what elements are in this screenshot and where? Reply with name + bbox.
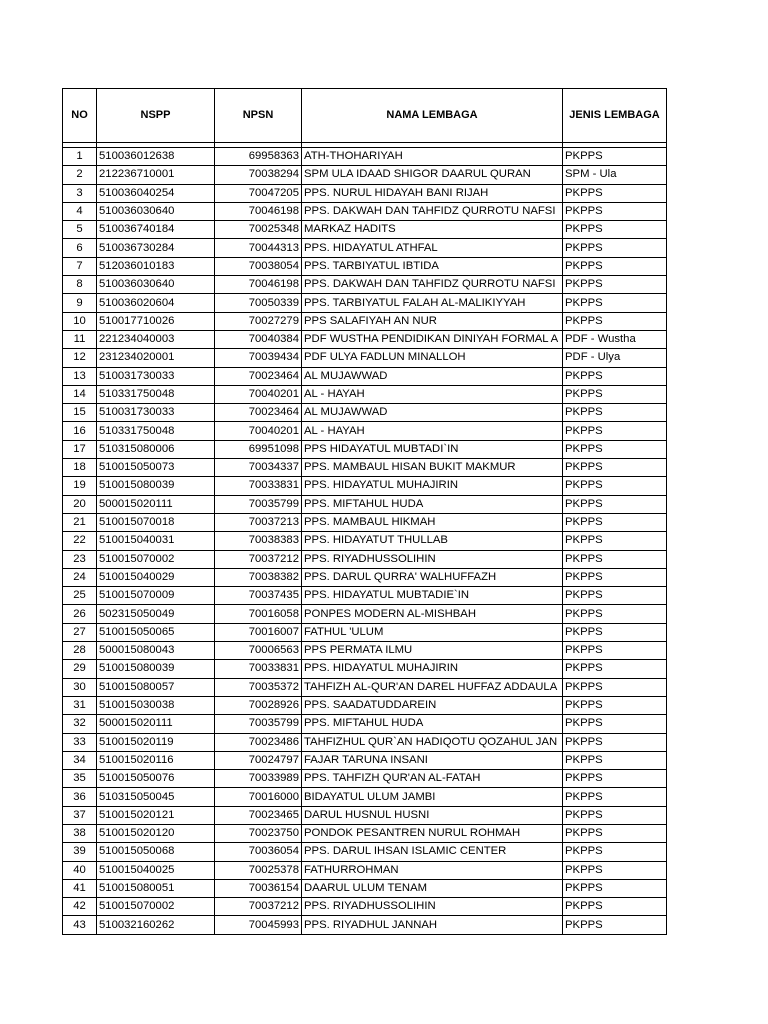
table-row	[63, 898, 667, 916]
cell-jenis-lembaga: PKPPS	[563, 843, 667, 861]
cell-npsn: 70033831	[215, 477, 302, 495]
cell-no: 38	[63, 824, 97, 842]
cell-no: 2	[63, 166, 97, 184]
cell-nama-lembaga: PPS. RIYADHUSSOLIHIN	[302, 898, 563, 916]
cell-nspp: 510031730033	[97, 404, 215, 422]
cell-npsn: 70035799	[215, 715, 302, 733]
cell-nspp: 510315080006	[97, 440, 215, 458]
cell-no: 27	[63, 623, 97, 641]
cell-npsn: 69958363	[215, 148, 302, 166]
cell-nspp: 510015030038	[97, 696, 215, 714]
table-row	[63, 404, 667, 422]
cell-jenis-lembaga: PKPPS	[563, 678, 667, 696]
table-row	[63, 623, 667, 641]
cell-nama-lembaga: PPS. MIFTAHUL HUDA	[302, 715, 563, 733]
cell-npsn: 70027279	[215, 312, 302, 330]
cell-npsn: 70037213	[215, 513, 302, 531]
cell-nspp: 510015050068	[97, 843, 215, 861]
cell-jenis-lembaga: PKPPS	[563, 477, 667, 495]
cell-jenis-lembaga: PKPPS	[563, 422, 667, 440]
cell-jenis-lembaga: PKPPS	[563, 221, 667, 239]
cell-jenis-lembaga: PKPPS	[563, 385, 667, 403]
cell-jenis-lembaga: PKPPS	[563, 824, 667, 842]
header-row	[63, 89, 667, 143]
cell-npsn: 70023750	[215, 824, 302, 842]
cell-npsn: 70028926	[215, 696, 302, 714]
cell-nspp: 510015070002	[97, 550, 215, 568]
cell-nspp: 510015070002	[97, 898, 215, 916]
cell-npsn: 70040201	[215, 385, 302, 403]
cell-jenis-lembaga: PKPPS	[563, 861, 667, 879]
cell-nama-lembaga: PPS. TARBIYATUL IBTIDA	[302, 257, 563, 275]
table-row	[63, 221, 667, 239]
cell-nspp: 510036040254	[97, 184, 215, 202]
cell-no: 11	[63, 330, 97, 348]
cell-jenis-lembaga: PKPPS	[563, 513, 667, 531]
table-row	[63, 276, 667, 294]
cell-no: 31	[63, 696, 97, 714]
cell-npsn: 70023465	[215, 806, 302, 824]
cell-no: 20	[63, 495, 97, 513]
cell-no: 23	[63, 550, 97, 568]
table-row	[63, 422, 667, 440]
table-body	[63, 143, 667, 935]
cell-no: 42	[63, 898, 97, 916]
cell-no: 8	[63, 276, 97, 294]
cell-nspp: 510032160262	[97, 916, 215, 934]
cell-npsn: 70047205	[215, 184, 302, 202]
cell-jenis-lembaga: PKPPS	[563, 788, 667, 806]
cell-no: 33	[63, 733, 97, 751]
cell-no: 36	[63, 788, 97, 806]
cell-jenis-lembaga: PKPPS	[563, 276, 667, 294]
cell-npsn: 70038054	[215, 257, 302, 275]
cell-no: 24	[63, 568, 97, 586]
table-row	[63, 513, 667, 531]
table-row	[63, 459, 667, 477]
table-row	[63, 605, 667, 623]
cell-nspp: 510015040031	[97, 532, 215, 550]
cell-nama-lembaga: BIDAYATUL ULUM JAMBI	[302, 788, 563, 806]
cell-jenis-lembaga: SPM - Ula	[563, 166, 667, 184]
cell-no: 10	[63, 312, 97, 330]
cell-jenis-lembaga: PKPPS	[563, 898, 667, 916]
cell-nama-lembaga: MARKAZ HADITS	[302, 221, 563, 239]
table-row	[63, 330, 667, 348]
table-row	[63, 733, 667, 751]
cell-nama-lembaga: AL - HAYAH	[302, 422, 563, 440]
cell-npsn: 70037435	[215, 587, 302, 605]
cell-nspp: 510015020120	[97, 824, 215, 842]
cell-nama-lembaga: PPS. TARBIYATUL FALAH AL-MALIKIYYAH	[302, 294, 563, 312]
cell-jenis-lembaga: PKPPS	[563, 605, 667, 623]
cell-nama-lembaga: PONPES MODERN AL-MISHBAH	[302, 605, 563, 623]
cell-no: 26	[63, 605, 97, 623]
cell-jenis-lembaga: PKPPS	[563, 879, 667, 897]
cell-jenis-lembaga: PKPPS	[563, 532, 667, 550]
institution-table	[62, 88, 667, 935]
cell-jenis-lembaga: PKPPS	[563, 148, 667, 166]
cell-no: 41	[63, 879, 97, 897]
cell-nspp: 500015020111	[97, 495, 215, 513]
cell-jenis-lembaga: PKPPS	[563, 440, 667, 458]
cell-no: 16	[63, 422, 97, 440]
cell-nspp: 231234020001	[97, 349, 215, 367]
cell-no: 19	[63, 477, 97, 495]
cell-no: 22	[63, 532, 97, 550]
cell-jenis-lembaga: PKPPS	[563, 257, 667, 275]
header-no: NO	[63, 89, 97, 143]
cell-jenis-lembaga: PKPPS	[563, 495, 667, 513]
cell-nama-lembaga: PPS. DAKWAH DAN TAHFIDZ QURROTU NAFSI	[302, 202, 563, 220]
cell-nama-lembaga: PPS. RIYADHUSSOLIHIN	[302, 550, 563, 568]
cell-npsn: 69951098	[215, 440, 302, 458]
cell-npsn: 70046198	[215, 276, 302, 294]
table-row	[63, 715, 667, 733]
cell-nspp: 510015080057	[97, 678, 215, 696]
cell-npsn: 70038383	[215, 532, 302, 550]
cell-nspp: 510036012638	[97, 148, 215, 166]
cell-no: 13	[63, 367, 97, 385]
cell-nspp: 510315050045	[97, 788, 215, 806]
cell-jenis-lembaga: PKPPS	[563, 660, 667, 678]
cell-nama-lembaga: PPS. MAMBAUL HISAN BUKIT MAKMUR	[302, 459, 563, 477]
cell-no: 35	[63, 770, 97, 788]
cell-npsn: 70023464	[215, 367, 302, 385]
cell-npsn: 70038382	[215, 568, 302, 586]
cell-jenis-lembaga: PKPPS	[563, 312, 667, 330]
table-row	[63, 568, 667, 586]
cell-nspp: 510015070009	[97, 587, 215, 605]
cell-jenis-lembaga: PKPPS	[563, 239, 667, 257]
cell-no: 25	[63, 587, 97, 605]
cell-nama-lembaga: PPS. HIDAYATUL MUHAJIRIN	[302, 660, 563, 678]
cell-nspp: 510036020604	[97, 294, 215, 312]
cell-no: 17	[63, 440, 97, 458]
cell-nama-lembaga: TAHFIZHUL QUR`AN HADIQOTU QOZAHUL JAN	[302, 733, 563, 751]
table-row	[63, 148, 667, 166]
cell-jenis-lembaga: PKPPS	[563, 733, 667, 751]
cell-no: 4	[63, 202, 97, 220]
table-row	[63, 678, 667, 696]
cell-nspp: 510015020119	[97, 733, 215, 751]
cell-nspp: 510015040029	[97, 568, 215, 586]
cell-nspp: 510015040025	[97, 861, 215, 879]
cell-nama-lembaga: PDF ULYA FADLUN MINALLOH	[302, 349, 563, 367]
cell-jenis-lembaga: PKPPS	[563, 367, 667, 385]
table-row	[63, 587, 667, 605]
cell-nama-lembaga: AL MUJAWWAD	[302, 404, 563, 422]
cell-npsn: 70045993	[215, 916, 302, 934]
cell-no: 28	[63, 642, 97, 660]
cell-npsn: 70035372	[215, 678, 302, 696]
cell-npsn: 70036054	[215, 843, 302, 861]
cell-nama-lembaga: AL MUJAWWAD	[302, 367, 563, 385]
cell-nama-lembaga: PPS. TAHFIZH QUR'AN AL-FATAH	[302, 770, 563, 788]
cell-nama-lembaga: PPS. HIDAYATUL ATHFAL	[302, 239, 563, 257]
cell-npsn: 70037212	[215, 550, 302, 568]
table-row	[63, 349, 667, 367]
cell-npsn: 70036154	[215, 879, 302, 897]
header-jenis-lembaga: JENIS LEMBAGA	[563, 89, 667, 143]
cell-no: 14	[63, 385, 97, 403]
cell-npsn: 70040384	[215, 330, 302, 348]
cell-no: 21	[63, 513, 97, 531]
table-row	[63, 202, 667, 220]
cell-nspp: 510036730284	[97, 239, 215, 257]
cell-npsn: 70016007	[215, 623, 302, 641]
table-row	[63, 257, 667, 275]
cell-npsn: 70025348	[215, 221, 302, 239]
cell-nama-lembaga: PPS SALAFIYAH AN NUR	[302, 312, 563, 330]
cell-nspp: 510015050065	[97, 623, 215, 641]
table-row	[63, 696, 667, 714]
cell-nspp: 510015070018	[97, 513, 215, 531]
cell-no: 37	[63, 806, 97, 824]
cell-jenis-lembaga: PKPPS	[563, 770, 667, 788]
cell-nspp: 502315050049	[97, 605, 215, 623]
cell-nspp: 510015050073	[97, 459, 215, 477]
cell-jenis-lembaga: PDF - Wustha	[563, 330, 667, 348]
cell-jenis-lembaga: PKPPS	[563, 751, 667, 769]
cell-jenis-lembaga: PKPPS	[563, 696, 667, 714]
table-row	[63, 440, 667, 458]
cell-nspp: 510331750048	[97, 385, 215, 403]
table-row	[63, 495, 667, 513]
cell-nama-lembaga: PPS. DARUL IHSAN ISLAMIC CENTER	[302, 843, 563, 861]
cell-nama-lembaga: PPS. NURUL HIDAYAH BANI RIJAH	[302, 184, 563, 202]
cell-nspp: 212236710001	[97, 166, 215, 184]
cell-jenis-lembaga: PKPPS	[563, 916, 667, 934]
cell-no: 34	[63, 751, 97, 769]
cell-nspp: 510015080039	[97, 660, 215, 678]
cell-npsn: 70016058	[215, 605, 302, 623]
table-row	[63, 294, 667, 312]
table-row	[63, 385, 667, 403]
cell-npsn: 70006563	[215, 642, 302, 660]
cell-nspp: 510031730033	[97, 367, 215, 385]
cell-nama-lembaga: PPS HIDAYATUL MUBTADI`IN	[302, 440, 563, 458]
table-row	[63, 239, 667, 257]
table-row	[63, 788, 667, 806]
header-nspp: NSPP	[97, 89, 215, 143]
cell-npsn: 70023486	[215, 733, 302, 751]
cell-jenis-lembaga: PKPPS	[563, 294, 667, 312]
cell-no: 39	[63, 843, 97, 861]
table-row	[63, 312, 667, 330]
cell-nspp: 221234040003	[97, 330, 215, 348]
cell-nspp: 510015080039	[97, 477, 215, 495]
table-row	[63, 916, 667, 934]
cell-nama-lembaga: FATHUL 'ULUM	[302, 623, 563, 641]
cell-nama-lembaga: PPS. HIDAYATUL MUHAJIRIN	[302, 477, 563, 495]
cell-jenis-lembaga: PKPPS	[563, 550, 667, 568]
cell-nspp: 510015080051	[97, 879, 215, 897]
cell-npsn: 70016000	[215, 788, 302, 806]
cell-jenis-lembaga: PKPPS	[563, 715, 667, 733]
cell-no: 1	[63, 148, 97, 166]
cell-jenis-lembaga: PKPPS	[563, 623, 667, 641]
cell-nama-lembaga: ATH-THOHARIYAH	[302, 148, 563, 166]
cell-nspp: 510331750048	[97, 422, 215, 440]
cell-nama-lembaga: SPM ULA IDAAD SHIGOR DAARUL QURAN	[302, 166, 563, 184]
cell-npsn: 70034337	[215, 459, 302, 477]
table-row	[63, 367, 667, 385]
cell-npsn: 70023464	[215, 404, 302, 422]
table-row	[63, 770, 667, 788]
cell-no: 15	[63, 404, 97, 422]
cell-nspp: 510015020121	[97, 806, 215, 824]
cell-nama-lembaga: PPS. MIFTAHUL HUDA	[302, 495, 563, 513]
cell-no: 30	[63, 678, 97, 696]
cell-jenis-lembaga: PDF - Ulya	[563, 349, 667, 367]
cell-no: 32	[63, 715, 97, 733]
cell-nspp: 510015020116	[97, 751, 215, 769]
cell-no: 12	[63, 349, 97, 367]
cell-npsn: 70050339	[215, 294, 302, 312]
cell-nspp: 510036030640	[97, 276, 215, 294]
cell-no: 18	[63, 459, 97, 477]
cell-nama-lembaga: AL - HAYAH	[302, 385, 563, 403]
cell-jenis-lembaga: PKPPS	[563, 642, 667, 660]
cell-nama-lembaga: PPS. SAADATUDDAREIN	[302, 696, 563, 714]
cell-npsn: 70033989	[215, 770, 302, 788]
cell-nama-lembaga: PPS. HIDAYATUL MUBTADIE`IN	[302, 587, 563, 605]
cell-npsn: 70046198	[215, 202, 302, 220]
cell-nspp: 510036740184	[97, 221, 215, 239]
header-nama-lembaga: NAMA LEMBAGA	[302, 89, 563, 143]
cell-npsn: 70044313	[215, 239, 302, 257]
table-row	[63, 843, 667, 861]
cell-nama-lembaga: PPS. HIDAYATUT THULLAB	[302, 532, 563, 550]
cell-npsn: 70035799	[215, 495, 302, 513]
cell-npsn: 70025378	[215, 861, 302, 879]
table-row	[63, 184, 667, 202]
cell-nspp: 510036030640	[97, 202, 215, 220]
cell-no: 9	[63, 294, 97, 312]
table-row	[63, 861, 667, 879]
cell-nama-lembaga: PPS. DARUL QURRA' WALHUFFAZH	[302, 568, 563, 586]
cell-npsn: 70038294	[215, 166, 302, 184]
cell-jenis-lembaga: PKPPS	[563, 184, 667, 202]
cell-nama-lembaga: PONDOK PESANTREN NURUL ROHMAH	[302, 824, 563, 842]
cell-nama-lembaga: PPS PERMATA ILMU	[302, 642, 563, 660]
cell-no: 7	[63, 257, 97, 275]
cell-nama-lembaga: FAJAR TARUNA INSANI	[302, 751, 563, 769]
cell-nama-lembaga: DARUL HUSNUL HUSNI	[302, 806, 563, 824]
cell-nama-lembaga: FATHURROHMAN	[302, 861, 563, 879]
cell-nama-lembaga: PPS. RIYADHUL JANNAH	[302, 916, 563, 934]
cell-nama-lembaga: PDF WUSTHA PENDIDIKAN DINIYAH FORMAL A	[302, 330, 563, 348]
table-row	[63, 550, 667, 568]
cell-no: 5	[63, 221, 97, 239]
table-row	[63, 751, 667, 769]
cell-nspp: 512036010183	[97, 257, 215, 275]
table-row	[63, 806, 667, 824]
cell-no: 40	[63, 861, 97, 879]
cell-nama-lembaga: TAHFIZH AL-QUR'AN DAREL HUFFAZ ADDAULA	[302, 678, 563, 696]
cell-nama-lembaga: PPS. MAMBAUL HIKMAH	[302, 513, 563, 531]
table-row	[63, 532, 667, 550]
table-row	[63, 824, 667, 842]
cell-no: 43	[63, 916, 97, 934]
table-row	[63, 166, 667, 184]
table-row	[63, 477, 667, 495]
cell-npsn: 70024797	[215, 751, 302, 769]
table-row	[63, 660, 667, 678]
cell-nama-lembaga: DAARUL ULUM TENAM	[302, 879, 563, 897]
table-row	[63, 879, 667, 897]
cell-jenis-lembaga: PKPPS	[563, 404, 667, 422]
cell-nspp: 500015020111	[97, 715, 215, 733]
cell-no: 29	[63, 660, 97, 678]
header-npsn: NPSN	[215, 89, 302, 143]
cell-npsn: 70040201	[215, 422, 302, 440]
cell-jenis-lembaga: PKPPS	[563, 202, 667, 220]
cell-no: 6	[63, 239, 97, 257]
cell-nspp: 510017710026	[97, 312, 215, 330]
cell-jenis-lembaga: PKPPS	[563, 459, 667, 477]
cell-jenis-lembaga: PKPPS	[563, 587, 667, 605]
table-header	[63, 89, 667, 143]
cell-jenis-lembaga: PKPPS	[563, 568, 667, 586]
cell-nama-lembaga: PPS. DAKWAH DAN TAHFIDZ QURROTU NAFSI	[302, 276, 563, 294]
cell-nspp: 500015080043	[97, 642, 215, 660]
cell-no: 3	[63, 184, 97, 202]
cell-npsn: 70039434	[215, 349, 302, 367]
cell-jenis-lembaga: PKPPS	[563, 806, 667, 824]
cell-nspp: 510015050076	[97, 770, 215, 788]
table-row	[63, 642, 667, 660]
cell-npsn: 70033831	[215, 660, 302, 678]
cell-npsn: 70037212	[215, 898, 302, 916]
